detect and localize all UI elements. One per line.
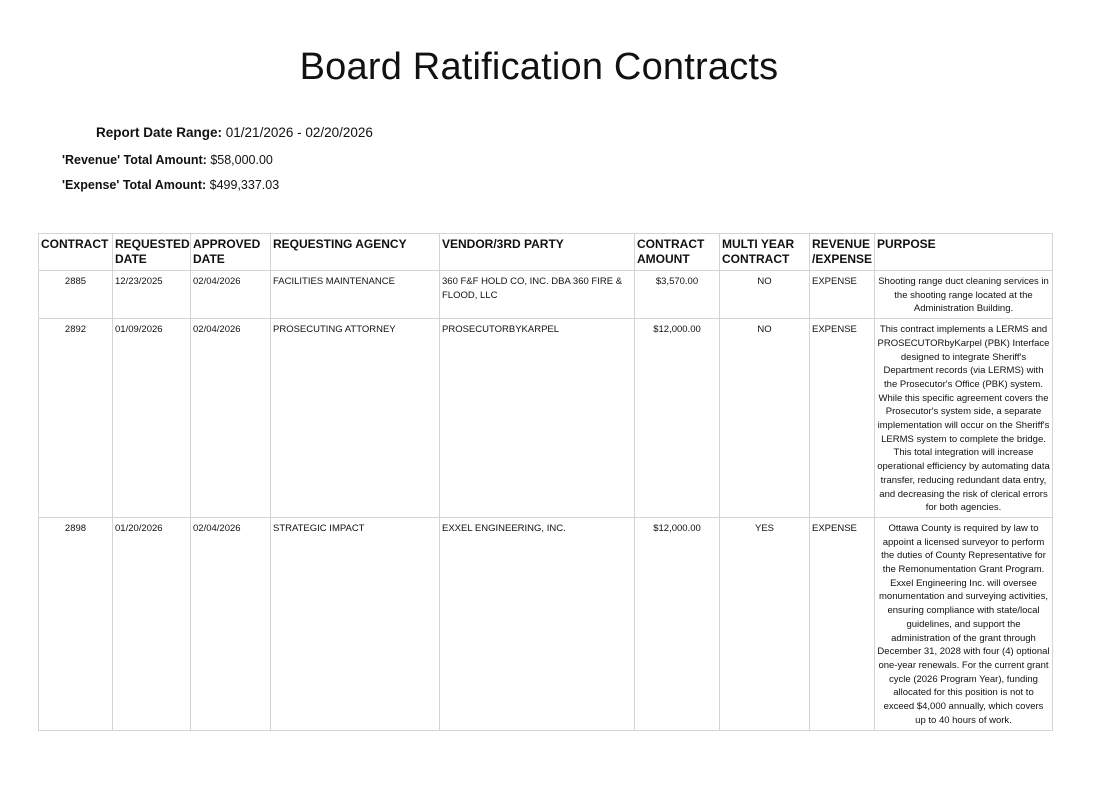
cell-revenue-expense: EXPENSE — [810, 517, 875, 730]
revenue-total — [62, 153, 273, 167]
cell-requesting-agency: PROSECUTING ATTORNEY — [271, 319, 440, 518]
cell-purpose: This contract implements a LERMS and PROSECUTORbyKarpel (PBK) Interface designed to integrate Sheriff's Department records (via LERMS) with the Prosecutor's Office (PBK) system. While this specific agreement covers the Prosecutor's system side, a separate implementation will occur on the Sheriff's LERMS system to complete the bridge. This total integration will increase operational efficiency by automating data transfer, reducing redundant data entry, and decreasing the risk of clerical errors for both agencies. — [875, 319, 1053, 518]
cell-contract-amount: $12,000.00 — [635, 517, 720, 730]
cell-requested-date: 01/20/2026 — [113, 517, 191, 730]
cell-multi-year: NO — [720, 271, 810, 319]
header-contract-amount: CONTRACT AMOUNT — [635, 234, 720, 271]
cell-multi-year: NO — [720, 319, 810, 518]
report-title: Board Ratification Contracts — [299, 46, 779, 88]
table-header-row — [39, 234, 1053, 271]
revenue-total-value: $58,000.00 — [210, 153, 273, 167]
header-contract: CONTRACT — [39, 234, 113, 271]
date-range-label: Report Date Range: — [96, 125, 223, 140]
report-date-range — [96, 125, 373, 140]
cell-approved-date: 02/04/2026 — [191, 319, 271, 518]
expense-total-label: 'Expense' Total Amount: — [62, 178, 207, 192]
cell-approved-date: 02/04/2026 — [191, 271, 271, 319]
table-row — [39, 517, 1053, 730]
cell-revenue-expense: EXPENSE — [810, 271, 875, 319]
revenue-total-label: 'Revenue' Total Amount: — [62, 153, 207, 167]
header-requesting-agency: REQUESTING AGENCY — [271, 234, 440, 271]
cell-vendor: EXXEL ENGINEERING, INC. — [440, 517, 635, 730]
cell-requesting-agency: STRATEGIC IMPACT — [271, 517, 440, 730]
cell-contract: 2892 — [39, 319, 113, 518]
header-purpose: PURPOSE — [875, 234, 1053, 271]
date-range-value: 01/21/2026 - 02/20/2026 — [225, 125, 373, 140]
cell-contract-amount: $12,000.00 — [635, 319, 720, 518]
cell-revenue-expense: EXPENSE — [810, 319, 875, 518]
header-approved-date: APPROVED DATE — [191, 234, 271, 271]
cell-multi-year: YES — [720, 517, 810, 730]
expense-total-value: $499,337.03 — [209, 178, 280, 192]
table-row — [39, 271, 1053, 319]
cell-purpose: Shooting range duct cleaning services in the shooting range located at the Administration Building. — [875, 271, 1053, 319]
cell-vendor: 360 F&F HOLD CO, INC. DBA 360 FIRE & FLOOD, LLC — [440, 271, 635, 319]
expense-total — [62, 178, 279, 192]
header-revenue-expense: REVENUE /EXPENSE — [810, 234, 875, 271]
cell-approved-date: 02/04/2026 — [191, 517, 271, 730]
cell-contract: 2898 — [39, 517, 113, 730]
contracts-table — [38, 233, 1053, 731]
header-vendor: VENDOR/3RD PARTY — [440, 234, 635, 271]
cell-purpose: Ottawa County is required by law to appoint a licensed surveyor to perform the duties of County Representative for the Remonumentation Grant Program. Exxel Engineering Inc. will oversee monumentation and surveying activities, ensuring compliance with state/local guidelines, and support the administration of the grant through December 31, 2028 with four (4) optional one-year renewals. For the current grant cycle (2026 Program Year), funding allocated for this position is not to exceed $4,000 annually, which covers up to 40 hours of work. — [875, 517, 1053, 730]
header-requested-date: REQUESTED DATE — [113, 234, 191, 271]
table-row — [39, 319, 1053, 518]
cell-requesting-agency: FACILITIES MAINTENANCE — [271, 271, 440, 319]
cell-contract: 2885 — [39, 271, 113, 319]
header-multi-year: MULTI YEAR CONTRACT — [720, 234, 810, 271]
cell-vendor: PROSECUTORBYKARPEL — [440, 319, 635, 518]
cell-requested-date: 12/23/2025 — [113, 271, 191, 319]
cell-requested-date: 01/09/2026 — [113, 319, 191, 518]
cell-contract-amount: $3,570.00 — [635, 271, 720, 319]
